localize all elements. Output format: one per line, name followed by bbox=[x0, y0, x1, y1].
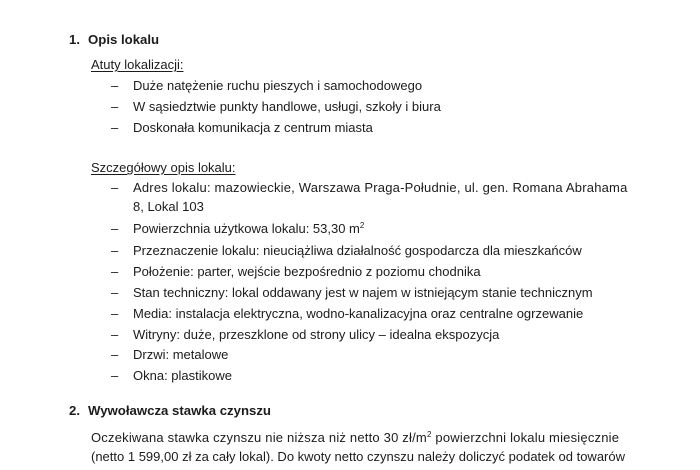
dash-bullet: – bbox=[111, 347, 119, 362]
dash-bullet: – bbox=[111, 243, 119, 258]
paragraph-superscript: 2 bbox=[426, 430, 432, 439]
area-item bbox=[133, 221, 364, 236]
dash-bullet: – bbox=[111, 120, 119, 135]
dash-bullet: – bbox=[111, 99, 119, 114]
dash-bullet: – bbox=[111, 327, 119, 342]
dash-bullet: – bbox=[111, 78, 119, 93]
list-item-text: Położenie: parter, wejście bezpośrednio z poziomu chodnika bbox=[133, 264, 481, 279]
section-1-number: 1. bbox=[69, 32, 80, 47]
dash-bullet: – bbox=[111, 306, 119, 321]
list-item-text: W sąsiedztwie punkty handlowe, usługi, szkoły i biura bbox=[133, 99, 441, 114]
paragraph-line-1-a: Oczekiwana stawka czynszu nie niższa niż netto 30 zł/m bbox=[91, 430, 427, 445]
list-item-text: Media: instalacja elektryczna, wodno-kanalizacyjna oraz centralne ogrzewanie bbox=[133, 306, 584, 321]
section-1-heading bbox=[69, 32, 159, 47]
area-superscript: 2 bbox=[359, 221, 365, 230]
dash-bullet: – bbox=[111, 221, 119, 236]
address-line-2: 8, Lokal 103 bbox=[133, 199, 204, 214]
dash-bullet: – bbox=[111, 285, 119, 300]
list-item-text: Witryny: duże, przeszklone od strony ulicy – idealna ekspozycja bbox=[133, 327, 500, 342]
paragraph-line-1-b: powierzchni lokalu miesięcznie bbox=[431, 430, 620, 445]
list-item-text: Przeznaczenie lokalu: nieuciążliwa działalność gospodarcza dla mieszkańców bbox=[133, 243, 582, 258]
list-item-text: Stan techniczny: lokal oddawany jest w najem w istniejącym stanie technicznym bbox=[133, 285, 593, 300]
paragraph-line-1 bbox=[91, 430, 619, 445]
paragraph-line-2: (netto 1 599,00 zł za cały lokal). Do kwoty netto czynszu należy doliczyć podatek od towarów bbox=[91, 449, 625, 464]
atuty-heading: Atuty lokalizacji: bbox=[91, 57, 184, 72]
section-2-number: 2. bbox=[69, 403, 80, 418]
list-item-text: Duże natężenie ruchu pieszych i samochodowego bbox=[133, 78, 423, 93]
section-1-title: Opis lokalu bbox=[88, 32, 160, 47]
dash-bullet: – bbox=[111, 264, 119, 279]
dash-bullet: – bbox=[111, 368, 119, 383]
section-2-title: Wywoławcza stawka czynszu bbox=[88, 403, 271, 418]
list-item-text: Doskonała komunikacja z centrum miasta bbox=[133, 120, 373, 135]
list-item-text: Okna: plastikowe bbox=[133, 368, 232, 383]
section-2-heading bbox=[69, 403, 271, 418]
dash-bullet: – bbox=[111, 180, 119, 195]
address-line-1: Adres lokalu: mazowieckie, Warszawa Praga-Południe, ul. gen. Romana Abrahama bbox=[133, 180, 628, 195]
list-item-text: Drzwi: metalowe bbox=[133, 347, 229, 362]
area-text: Powierzchnia użytkowa lokalu: 53,30 m bbox=[133, 221, 360, 236]
opis-heading: Szczegółowy opis lokalu: bbox=[91, 160, 236, 175]
